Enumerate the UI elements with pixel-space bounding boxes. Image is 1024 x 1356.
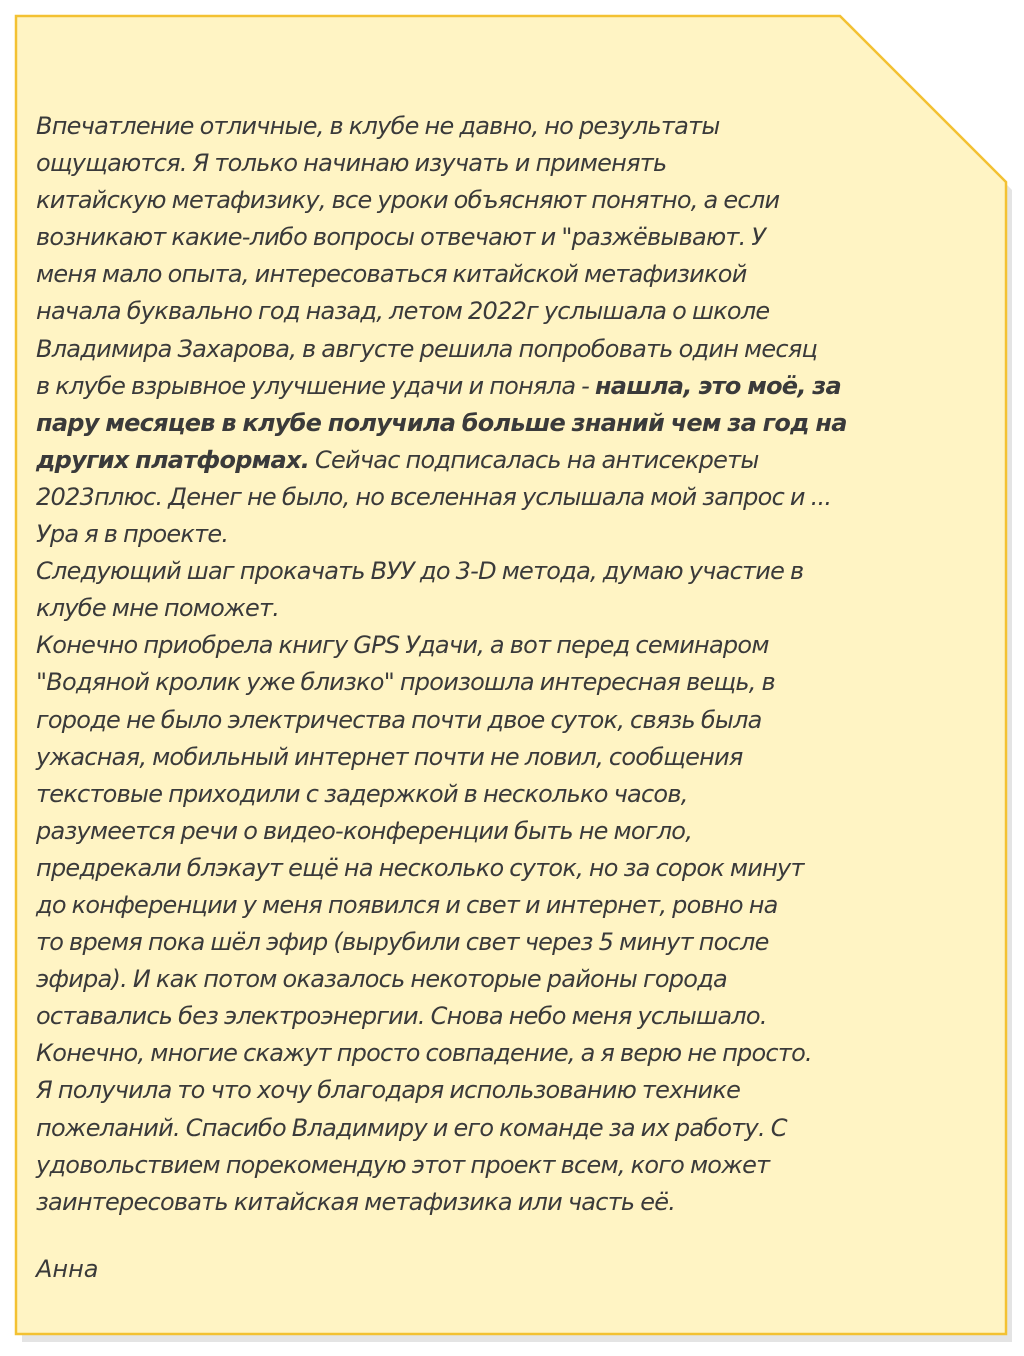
text-line: заинтересовать китайская метафизика или часть её. (36, 1187, 676, 1216)
text-line: меня мало опыта, интересоваться китайской метафизикой (36, 260, 747, 289)
text-line: Ура я в проекте. (36, 520, 229, 549)
bold-text-segment: нашла, это моё, за (594, 371, 841, 400)
text-segment: в клубе взрывное улучшение удачи и поняла - (36, 371, 595, 400)
text-line (36, 442, 916, 479)
text-line: начала буквально год назад, летом 2022г услышала о школе (36, 297, 770, 326)
text-line: эфира). И как потом оказалось некоторые районы города (36, 965, 728, 994)
bold-text-segment: других платформах. (36, 445, 310, 474)
text-line: Следующий шаг прокачать ВУУ до 3-D метода, думаю участие в (36, 557, 804, 586)
bold-text-line: пару месяцев в клубе получила больше знаний чем за год на (36, 408, 847, 437)
text-line: оставались без электроэнергии. Снова небо меня услышало. (36, 1002, 767, 1031)
text-line: Я получила то что хочу благодаря использованию технике (36, 1076, 741, 1105)
text-segment: Сейчас подписалась на антисекреты (309, 445, 759, 474)
testimonial-text (36, 108, 916, 1221)
text-line: 2023плюс. Денег не было, но вселенная услышала мой запрос и ... (36, 482, 832, 511)
text-line: Впечатление отличные, в клубе не давно, но результаты (36, 112, 720, 140)
text-line (36, 368, 916, 405)
text-line: ощущаются. Я только начинаю изучать и применять (36, 149, 667, 178)
text-line: предрекали блэкаут ещё на несколько суток, но за сорок минут (36, 853, 804, 882)
text-line: до конференции у меня появился и свет и интернет, ровно на (36, 890, 778, 919)
text-line: то время пока шёл эфир (вырубили свет через 5 минут после (36, 928, 769, 957)
text-line: текстовые приходили с задержкой в несколько часов, (36, 779, 688, 808)
text-line: китайскую метафизику, все уроки объясняют понятно, а если (36, 186, 780, 215)
signature: Анна (36, 1255, 99, 1283)
text-line: городе не было электричества почти двое суток, связь была (36, 705, 762, 734)
text-line: возникают какие-либо вопросы отвечают и "разжёвывают. У (36, 223, 766, 252)
text-line: клубе мне поможет. (36, 594, 280, 623)
text-line: ужасная, мобильный интернет почти не ловил, сообщения (36, 742, 743, 771)
text-line: Конечно, многие скажут просто совпадение, а я верю не просто. (36, 1039, 812, 1068)
text-line: "Водяной кролик уже близко" произошла интересная вещь, в (36, 668, 775, 697)
text-line: удовольствием порекомендую этот проект всем, кого может (36, 1150, 770, 1179)
text-line: Владимира Захарова, в августе решила попробовать один месяц (36, 334, 818, 363)
text-line: Конечно приобрела книгу GPS Удачи, а вот перед семинаром (36, 631, 769, 660)
text-line: разумеется речи о видео-конференции быть не могло, (36, 816, 693, 845)
text-line: пожеланий. Спасибо Владимиру и его команде за их работу. С (36, 1113, 787, 1142)
